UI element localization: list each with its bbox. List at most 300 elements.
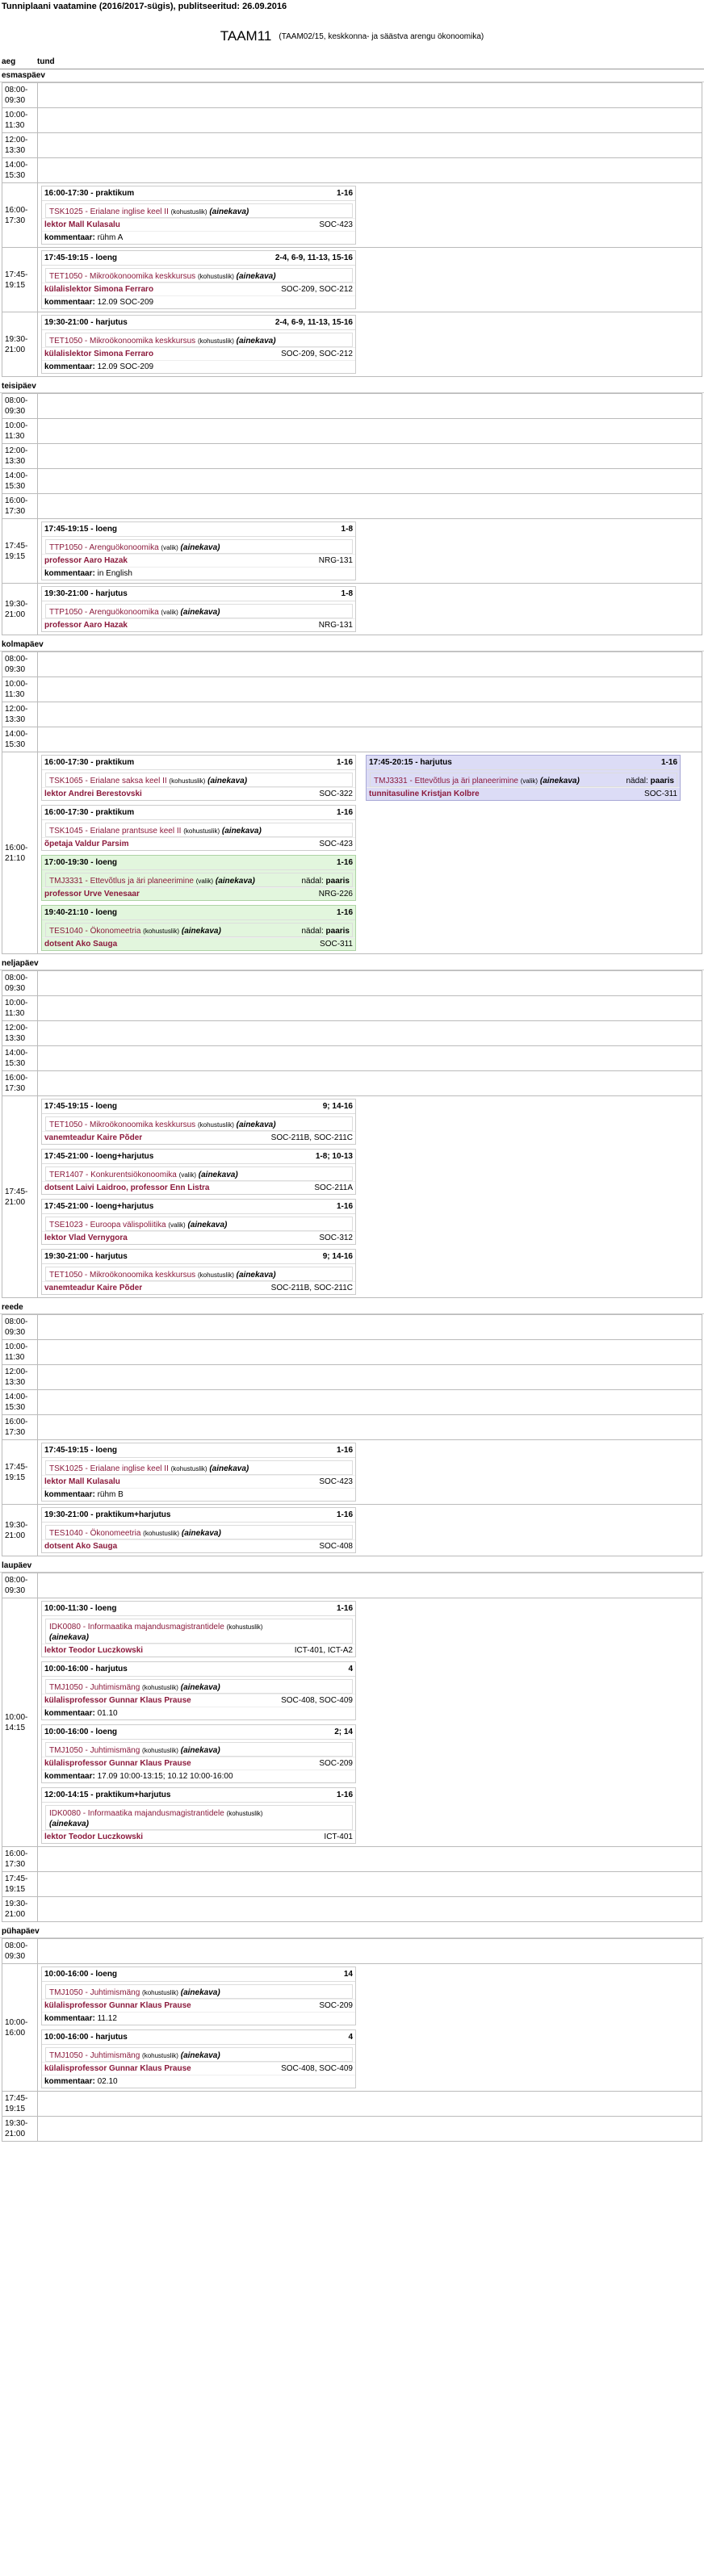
course-link[interactable]: TET1050 - Mikroökonoomika keskkursus [49, 337, 196, 346]
room: SOC-312 [319, 1234, 353, 1242]
time-slot-row [2, 584, 702, 635]
lesson-course [45, 2047, 353, 2062]
lesson-weeks: 1-16 [660, 758, 677, 767]
lesson-time-type: 19:30-21:00 - harjutus [44, 318, 128, 327]
time-slot-row [2, 996, 702, 1021]
room: SOC-209, SOC-212 [281, 350, 353, 358]
lesson-teacher-row [42, 554, 355, 567]
day-name: kolmapäev [0, 639, 704, 651]
syllabus-link[interactable]: (ainekava) [209, 207, 249, 216]
time-slot-row [2, 183, 702, 248]
course-info [49, 1808, 262, 1829]
lesson-weeks: 1-16 [336, 858, 353, 867]
lesson-card [41, 1661, 356, 1720]
day-rows [2, 970, 702, 1298]
lesson-header [42, 1508, 355, 1523]
teacher-link[interactable]: lektor Teodor Luczkowski [44, 1646, 144, 1655]
comment-text: in English [97, 569, 132, 578]
lesson-teacher-row [42, 1539, 355, 1552]
time-slot-label: 19:30- 21:00 [2, 1505, 38, 1556]
lesson-header [42, 1250, 355, 1264]
time-slot-content [38, 1897, 702, 1921]
lesson-weeks: 1-16 [336, 758, 353, 767]
lesson-header [42, 1725, 355, 1740]
lesson-time-type: 10:00-16:00 - loeng [44, 1970, 118, 1979]
syllabus-link[interactable]: (ainekava) [198, 1171, 238, 1179]
room: SOC-322 [319, 790, 353, 798]
course-link[interactable]: TTP1050 - Arenguökonoomika [49, 608, 159, 617]
syllabus-link[interactable]: (ainekava) [209, 1464, 249, 1473]
course-info [374, 776, 580, 786]
lesson-course [45, 773, 353, 787]
comment-text: 12.09 SOC-209 [97, 362, 154, 371]
lesson-card [41, 1507, 356, 1553]
lesson-comment [42, 295, 355, 308]
lesson-teacher-row [42, 618, 355, 631]
time-slot-content [38, 108, 702, 132]
lesson-time-type: 16:00-17:30 - praktikum [44, 808, 135, 817]
course-type: (kohustuslik) [143, 1530, 180, 1537]
course-link[interactable]: TTP1050 - Arenguökonoomika [49, 543, 159, 552]
day-section [0, 1301, 704, 1556]
time-slot-content [38, 752, 702, 953]
teacher-link[interactable]: tunnitasuline Kristjan Kolbre [369, 790, 480, 798]
lesson-column [366, 755, 681, 801]
teacher-link[interactable]: lektor Mall Kulasalu [44, 1477, 120, 1486]
page-title: Tunniplaani vaatamine (2016/2017-sügis), publitseeritud: 26.09.2016 [2, 2, 287, 11]
comment-label: kommentaar: [44, 298, 95, 307]
course-link[interactable]: TMJ1050 - Juhtimismäng [49, 1746, 140, 1755]
teacher-link[interactable]: vanemteadur Kaire Põder [44, 1284, 143, 1292]
time-slot-label: 10:00- 11:30 [2, 108, 38, 132]
lesson-course [45, 1805, 353, 1830]
day-section [0, 1560, 704, 1922]
time-slot-content [38, 727, 702, 752]
lesson-course [45, 1525, 353, 1539]
lesson-course [370, 773, 677, 787]
lesson-teacher-row [42, 283, 355, 295]
course-type: (kohustuslik) [226, 1810, 263, 1817]
lesson-weeks: 1-16 [336, 1604, 353, 1613]
syllabus-link[interactable]: (ainekava) [207, 777, 248, 785]
lesson-column [41, 1443, 356, 1502]
teacher-link[interactable]: külalislektor Simona Ferraro [44, 350, 154, 358]
course-link[interactable]: TSE1023 - Euroopa välispoliitika [49, 1221, 166, 1229]
time-slot-content [38, 996, 702, 1020]
time-slot-content [38, 394, 702, 418]
course-type: (valik) [161, 609, 178, 616]
time-slot-label: 16:00- 17:30 [2, 1071, 38, 1095]
time-slot-content [38, 1021, 702, 1045]
time-slot-row [2, 1390, 702, 1415]
lesson-teacher-row [42, 218, 355, 231]
syllabus-link[interactable]: (ainekava) [49, 1820, 89, 1828]
course-link[interactable]: IDK0080 - Informaatika majandusmagistrantidele [49, 1809, 224, 1818]
course-type: (kohustuslik) [197, 1121, 234, 1129]
lesson-time-type: 17:45-20:15 - harjutus [369, 758, 452, 767]
time-slot-label: 19:30- 21:00 [2, 1897, 38, 1921]
comment-label: kommentaar: [44, 2014, 95, 2023]
lesson-course [45, 1619, 353, 1644]
room: SOC-211A [314, 1183, 353, 1192]
time-slot-row [2, 1096, 702, 1297]
day-name: pühapäev [0, 1925, 704, 1938]
teacher-link[interactable]: õpetaja Valdur Parsim [44, 840, 129, 848]
teacher-link[interactable]: professor Aaro Hazak [44, 556, 128, 565]
room: NRG-226 [318, 890, 353, 898]
time-slot-content [38, 584, 702, 635]
comment-label: kommentaar: [44, 1709, 95, 1718]
syllabus-link[interactable]: (ainekava) [180, 543, 220, 552]
time-slot-content [38, 1598, 702, 1846]
group-header [0, 12, 704, 56]
lesson-course [45, 1460, 353, 1475]
lesson-time-type: 17:45-21:00 - loeng+harjutus [44, 1202, 154, 1211]
course-link[interactable]: TMJ1050 - Juhtimismäng [49, 2051, 140, 2060]
syllabus-link[interactable]: (ainekava) [236, 1120, 276, 1129]
room: SOC-209 [319, 1759, 353, 1768]
syllabus-link[interactable]: (ainekava) [215, 877, 255, 886]
lesson-weeks: 1-16 [336, 1510, 353, 1519]
lesson-course [45, 333, 353, 347]
lesson-teacher-row [42, 1644, 355, 1657]
time-slot-label: 10:00- 14:15 [2, 1598, 38, 1846]
lesson-weeks: 1-16 [336, 1791, 353, 1799]
day-rows [2, 1938, 702, 2142]
time-slot-content [38, 652, 702, 676]
time-slot-row [2, 1315, 702, 1340]
time-slot-row [2, 2092, 702, 2117]
course-link[interactable]: TMJ3331 - Ettevõtlus ja äri planeerimine [374, 777, 518, 785]
course-info [49, 1745, 220, 1756]
day-rows [2, 1314, 702, 1556]
time-slot-content [38, 494, 702, 518]
teacher-link[interactable]: külalisprofessor Gunnar Klaus Prause [44, 1696, 191, 1705]
time-slot-content [38, 677, 702, 702]
course-type: (kohustuslik) [143, 928, 180, 935]
room: SOC-211B, SOC-211C [270, 1133, 353, 1142]
time-slot-row [2, 1964, 702, 2092]
day-section [0, 957, 704, 1298]
time-slot-content [38, 2117, 702, 2141]
lesson-header [42, 1788, 355, 1803]
lesson-comment [42, 1770, 355, 1782]
course-type: (kohustuslik) [170, 208, 207, 216]
day-section [0, 639, 704, 954]
time-slot-content [38, 312, 702, 376]
time-slot-label: 08:00- 09:30 [2, 971, 38, 995]
lesson-weeks: 1-8 [341, 525, 353, 534]
lesson-weeks: 1-8 [341, 589, 353, 598]
course-info [49, 1682, 220, 1693]
lesson-header [42, 587, 355, 601]
course-info [49, 1120, 276, 1130]
lesson-header [42, 1967, 355, 1982]
time-slot-label: 08:00- 09:30 [2, 652, 38, 676]
lesson-teacher-row [42, 787, 355, 800]
time-slot-label: 19:30- 21:00 [2, 584, 38, 635]
teacher-link[interactable]: dotsent Ako Sauga [44, 940, 118, 949]
course-type: (kohustuslik) [226, 1623, 263, 1631]
lesson-comment [42, 1707, 355, 1719]
lesson-header [42, 522, 355, 537]
teacher-link[interactable]: lektor Vlad Vernygora [44, 1234, 128, 1242]
lesson-comment [42, 2075, 355, 2088]
lesson-card [41, 250, 356, 309]
time-slot-content [38, 1390, 702, 1414]
time-slot-content [38, 1340, 702, 1364]
teacher-link[interactable]: professor Aaro Hazak [44, 621, 128, 630]
teacher-link[interactable]: professor Urve Venesaar [44, 890, 140, 898]
lesson-teacher-row [42, 1694, 355, 1707]
lesson-course [45, 268, 353, 283]
teacher-link[interactable]: külalisprofessor Gunnar Klaus Prause [44, 2064, 191, 2073]
lesson-column [41, 250, 356, 309]
time-slot-row [2, 2117, 702, 2141]
course-link[interactable]: TES1040 - Ökonomeetria [49, 1529, 141, 1538]
time-slot-row [2, 1365, 702, 1390]
teacher-link[interactable]: lektor Mall Kulasalu [44, 220, 120, 229]
week-parity-value: paaris [325, 927, 350, 936]
course-info [49, 926, 221, 936]
lesson-header [367, 756, 680, 770]
room: SOC-423 [319, 840, 353, 848]
syllabus-link[interactable]: (ainekava) [187, 1221, 228, 1229]
day-name: reede [0, 1301, 704, 1314]
column-header-time: aeg [2, 57, 16, 66]
day-rows [2, 393, 702, 635]
time-slot-label: 14:00- 15:30 [2, 727, 38, 752]
syllabus-link[interactable]: (ainekava) [180, 1988, 220, 1997]
week-parity: nädal: paaris [626, 777, 674, 785]
lesson-column [41, 1601, 356, 1844]
syllabus-link[interactable]: (ainekava) [180, 608, 220, 617]
comment-label: kommentaar: [44, 233, 95, 242]
time-slot-row [2, 1847, 702, 1872]
lesson-course [45, 823, 353, 837]
course-type: (valik) [161, 544, 178, 551]
lesson-time-type: 19:30-21:00 - harjutus [44, 1252, 128, 1261]
time-slot-content [38, 248, 702, 312]
course-link[interactable]: TMJ1050 - Juhtimismäng [49, 1988, 140, 1997]
time-slot-row [2, 971, 702, 996]
lesson-header [42, 186, 355, 201]
time-slot-label: 17:45- 19:15 [2, 1440, 38, 1504]
time-slot-label: 17:45- 19:15 [2, 248, 38, 312]
lesson-teacher-row [42, 2062, 355, 2075]
room: SOC-211B, SOC-211C [270, 1284, 353, 1292]
lesson-weeks: 4 [348, 2033, 353, 2042]
time-slot-label: 14:00- 15:30 [2, 469, 38, 493]
time-slot-label: 08:00- 09:30 [2, 83, 38, 107]
lesson-weeks: 14 [343, 1970, 353, 1979]
time-slot-row [2, 1505, 702, 1556]
time-slot-row [2, 248, 702, 312]
syllabus-link[interactable]: (ainekava) [180, 1683, 220, 1692]
course-link[interactable]: TSK1025 - Erialane inglise keel II [49, 1464, 169, 1473]
week-schedule [0, 69, 704, 2142]
lesson-teacher-row [42, 1281, 355, 1294]
lesson-comment [42, 360, 355, 373]
room: NRG-131 [318, 556, 353, 565]
lesson-teacher-row [42, 837, 355, 850]
teacher-link[interactable]: külalisprofessor Gunnar Klaus Prause [44, 2001, 191, 2010]
lesson-time-type: 12:00-14:15 - praktikum+harjutus [44, 1791, 171, 1799]
course-link[interactable]: TET1050 - Mikroökonoomika keskkursus [49, 1271, 196, 1280]
course-info [49, 1464, 249, 1474]
comment-text: 12.09 SOC-209 [97, 298, 154, 307]
teacher-link[interactable]: lektor Teodor Luczkowski [44, 1833, 144, 1841]
course-info [49, 1220, 227, 1230]
lesson-comment [42, 567, 355, 580]
course-link[interactable]: TES1040 - Ökonomeetria [49, 927, 141, 936]
lesson-course [45, 873, 353, 887]
time-slot-label: 12:00- 13:30 [2, 1365, 38, 1389]
time-slot-row [2, 652, 702, 677]
course-type: (kohustuslik) [142, 1684, 178, 1691]
time-slot-content [38, 158, 702, 182]
course-link[interactable]: TET1050 - Mikroökonoomika keskkursus [49, 1120, 196, 1129]
course-link[interactable]: TMJ1050 - Juhtimismäng [49, 1683, 140, 1692]
room: SOC-423 [319, 1477, 353, 1486]
lesson-header [42, 2030, 355, 2045]
time-slot-label: 10:00- 11:30 [2, 419, 38, 443]
lesson-header [42, 806, 355, 820]
room: SOC-408 [319, 1542, 353, 1551]
lesson-card [41, 805, 356, 851]
course-type: (valik) [195, 878, 214, 885]
syllabus-link[interactable]: (ainekava) [236, 1271, 276, 1280]
teacher-link[interactable]: dotsent Laivi Laidroo, professor Enn Listra [44, 1183, 210, 1192]
room: SOC-209 [319, 2001, 353, 2010]
time-slot-label: 17:45- 19:15 [2, 1872, 38, 1896]
time-slot-label: 16:00- 17:30 [2, 183, 38, 247]
lesson-course [45, 1742, 353, 1757]
time-slot-label: 16:00- 17:30 [2, 1415, 38, 1439]
room: ICT-401, ICT-A2 [294, 1646, 353, 1655]
time-slot-row [2, 133, 702, 158]
syllabus-link[interactable]: (ainekava) [181, 927, 221, 936]
day-rows [2, 82, 702, 377]
lesson-teacher-row [42, 1999, 355, 2012]
syllabus-link[interactable]: (ainekava) [180, 1746, 220, 1755]
lesson-time-type: 17:45-19:15 - loeng [44, 253, 118, 262]
lesson-time-type: 10:00-11:30 - loeng [44, 1604, 117, 1613]
time-slot-label: 14:00- 15:30 [2, 1046, 38, 1070]
teacher-link[interactable]: külalisprofessor Gunnar Klaus Prause [44, 1759, 191, 1768]
teacher-link[interactable]: külalislektor Simona Ferraro [44, 285, 154, 294]
course-info [49, 1987, 220, 1998]
time-slot-row [2, 1939, 702, 1964]
comment-text: 02.10 [97, 2077, 118, 2086]
time-slot-row [2, 702, 702, 727]
lesson-weeks: 9; 14-16 [322, 1252, 353, 1261]
time-slot-content [38, 519, 702, 583]
room: SOC-408, SOC-409 [281, 1696, 353, 1705]
teacher-link[interactable]: lektor Andrei Berestovski [44, 790, 142, 798]
time-slot-row [2, 1071, 702, 1096]
time-slot-row [2, 1573, 702, 1598]
time-slot-content [38, 419, 702, 443]
syllabus-link[interactable]: (ainekava) [539, 777, 580, 785]
lesson-column [41, 521, 356, 580]
room: SOC-408, SOC-409 [281, 2064, 353, 2073]
day-section [0, 1925, 704, 2142]
lesson-course [45, 1984, 353, 1999]
lesson-time-type: 16:00-17:30 - praktikum [44, 189, 135, 198]
syllabus-link[interactable]: (ainekava) [221, 827, 262, 836]
course-link[interactable]: TSK1045 - Erialane prantsuse keel II [49, 827, 182, 836]
time-slot-content [38, 1415, 702, 1439]
course-info [49, 1270, 276, 1280]
course-type: (kohustuslik) [170, 1465, 207, 1472]
lesson-time-type: 10:00-16:00 - harjutus [44, 1665, 128, 1673]
syllabus-link[interactable]: (ainekava) [236, 272, 276, 281]
course-link[interactable]: TSK1065 - Erialane saksa keel II [49, 777, 167, 785]
course-link[interactable]: TSK1025 - Erialane inglise keel II [49, 207, 169, 216]
syllabus-link[interactable]: (ainekava) [181, 1529, 221, 1538]
lesson-teacher-row [42, 937, 355, 950]
lesson-column [41, 755, 356, 951]
lesson-card [41, 2029, 356, 2088]
time-slot-label: 17:45- 19:15 [2, 2092, 38, 2116]
time-slot-content [38, 1046, 702, 1070]
course-type: (kohustuslik) [197, 273, 234, 280]
lesson-header [42, 1150, 355, 1164]
lesson-course [45, 923, 353, 937]
time-slot-content [38, 183, 702, 247]
lesson-teacher-row [42, 1181, 355, 1194]
lesson-time-type: 19:30-21:00 - praktikum+harjutus [44, 1510, 171, 1519]
lesson-teacher-row [42, 1830, 355, 1843]
syllabus-link[interactable]: (ainekava) [49, 1633, 89, 1642]
lesson-weeks: 2-4, 6-9, 11-13, 15-16 [274, 253, 353, 262]
time-slot-row [2, 158, 702, 183]
course-link[interactable]: TMJ3331 - Ettevõtlus ja äri planeerimine [49, 877, 194, 886]
course-link[interactable]: TET1050 - Mikroökonoomika keskkursus [49, 272, 196, 281]
syllabus-link[interactable]: (ainekava) [180, 2051, 220, 2060]
day-section [0, 380, 704, 635]
syllabus-link[interactable]: (ainekava) [236, 337, 276, 346]
time-slot-content [38, 1964, 702, 2091]
time-slot-label: 17:45- 19:15 [2, 519, 38, 583]
course-info [49, 271, 276, 282]
lesson-card [41, 755, 356, 801]
room: SOC-423 [319, 220, 353, 229]
lesson-card [41, 905, 356, 951]
day-name: laupäev [0, 1560, 704, 1573]
teacher-link[interactable]: vanemteadur Kaire Põder [44, 1133, 143, 1142]
room: SOC-311 [320, 940, 353, 949]
course-info [49, 776, 247, 786]
time-slot-row [2, 1897, 702, 1921]
course-link[interactable]: IDK0080 - Informaatika majandusmagistrantidele [49, 1623, 224, 1631]
course-type: (kohustuslik) [197, 1271, 234, 1279]
lesson-course [45, 1217, 353, 1231]
course-link[interactable]: TER1407 - Konkurentsiökonoomika [49, 1171, 177, 1179]
lesson-header [42, 1100, 355, 1114]
lesson-course [45, 1679, 353, 1694]
lesson-card [41, 315, 356, 374]
time-slot-label: 08:00- 09:30 [2, 394, 38, 418]
time-slot-row [2, 1340, 702, 1365]
lesson-weeks: 2-4, 6-9, 11-13, 15-16 [274, 318, 353, 327]
teacher-link[interactable]: dotsent Ako Sauga [44, 1542, 118, 1551]
time-slot-label: 10:00- 11:30 [2, 1340, 38, 1364]
lesson-time-type: 17:45-19:15 - loeng [44, 1102, 118, 1111]
lesson-weeks: 4 [348, 1665, 353, 1673]
time-slot-label: 12:00- 13:30 [2, 133, 38, 157]
